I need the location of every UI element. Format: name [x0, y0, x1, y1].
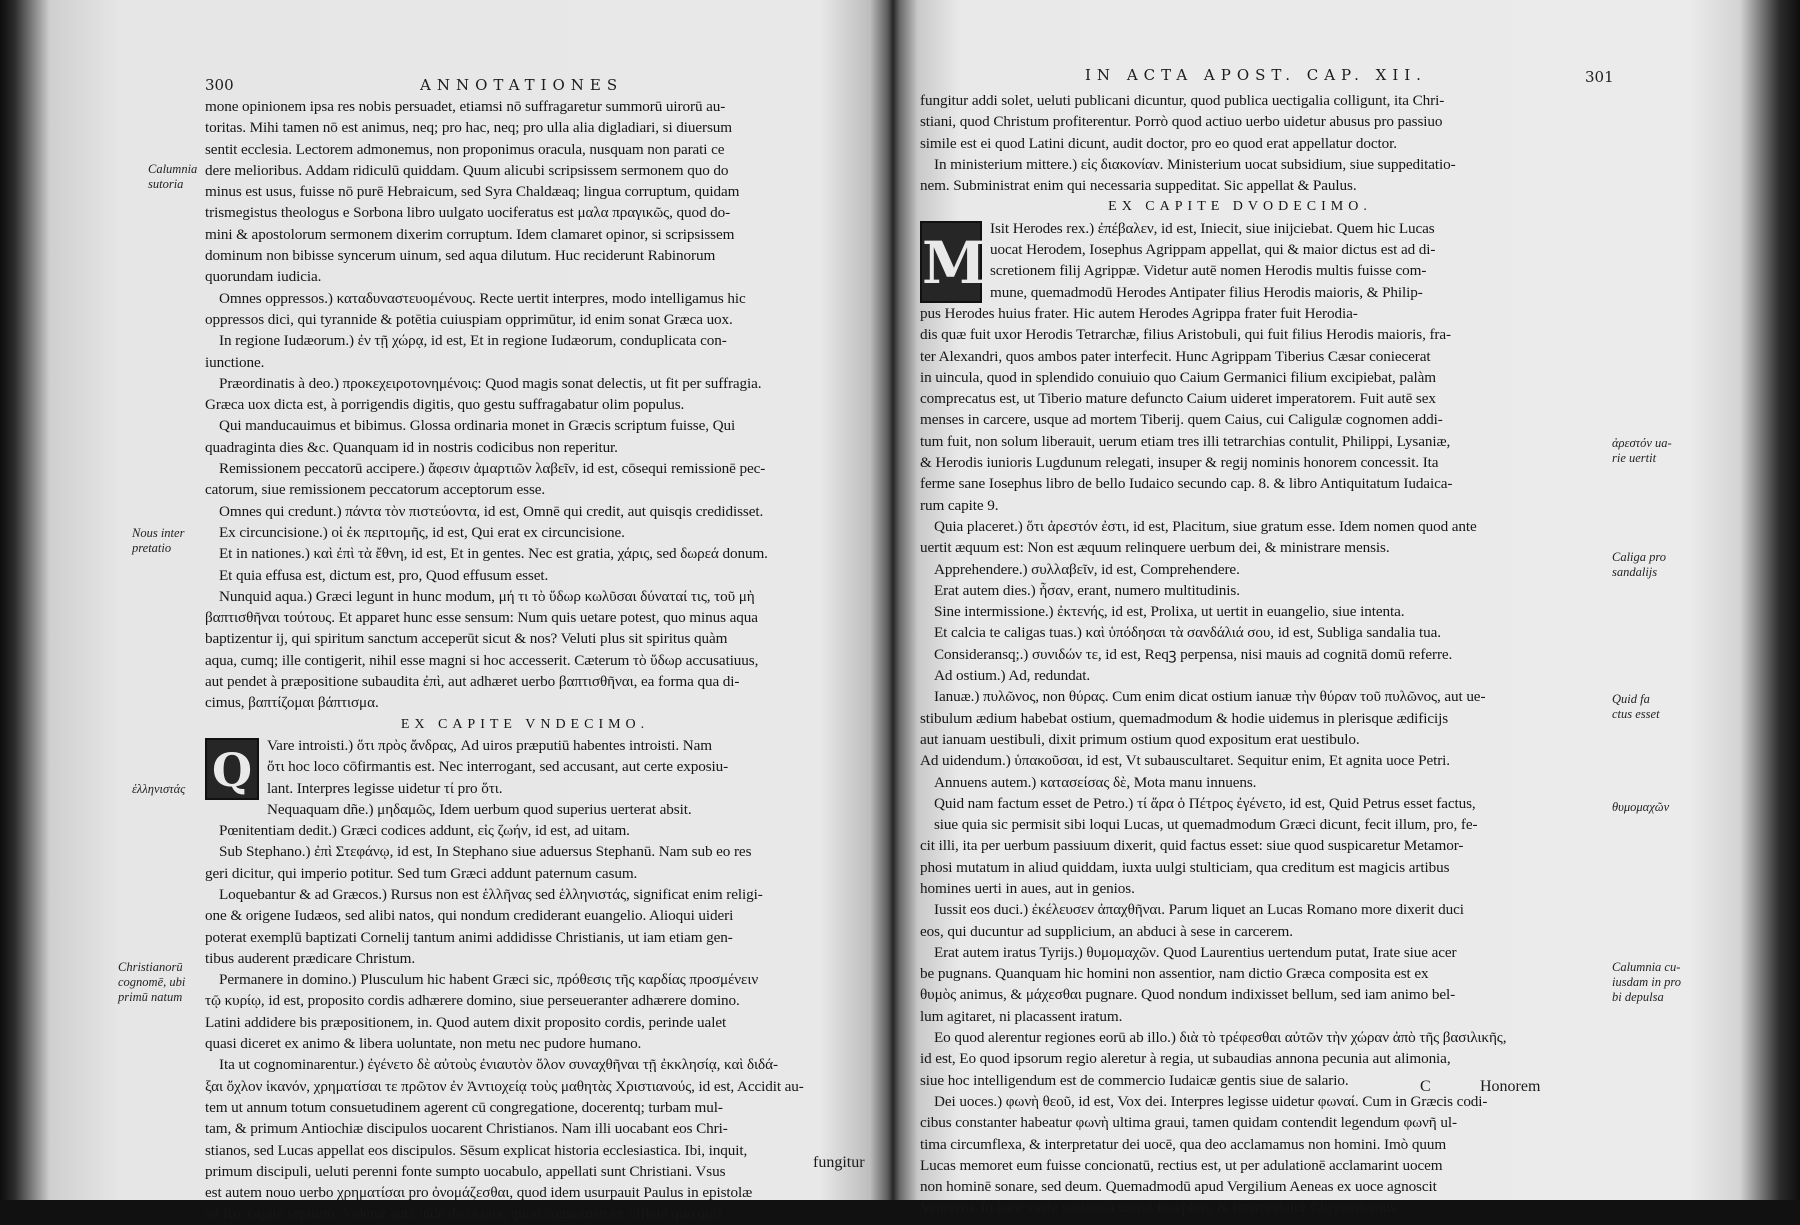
text-line: Permanere in domino.) Plusculum hic habent Græci sic, πρόθεσις τῆς καρδίας προσμένειν [219, 971, 759, 989]
text-line: Remissionem peccatorū accipere.) ἄφεσιν ἁμαρτιῶν λαβεῖν, id est, cōsequi remissionē pec- [219, 460, 766, 478]
text-line: phosi mutatum in aliud quiddam, iuxta uulgi stulticiam, qua creditum est magicis artibus [920, 858, 1450, 876]
text-line: & Herodis iunioris Lugdunum relegati, insuper & regij nominis honorem concessit. Ita [920, 454, 1439, 472]
margin-note-christianorum: Christianorū cognomē, ubi primū natum [118, 960, 186, 1004]
text-line: ter Alexandri, quos ambos pater interfecit. Hunc Agrippam Tiberius Cæsar coniecerat [920, 347, 1431, 365]
text-line: lant. Interpres legisse uidetur τί pro ὅτι. [267, 779, 503, 797]
text-line: catorum, siue remissionem peccatorum acceptorum esse. [205, 481, 546, 499]
text-line: tima circumflexa, & interpretatur dei uocē, qua deo acclamamus non homini. Imò quum [920, 1135, 1447, 1153]
text-line: Quia placeret.) ὅτι ἀρεστόν ἐστι, id est, Placitum, siue gratum esse. Idem nomen quod ante [934, 517, 1477, 535]
text-line: geri dicitur, qui imperio potitur. Sed tum Græci addunt paternum casum. [205, 864, 638, 882]
chapter-heading: EX CAPITE DVODECIMO. [1108, 199, 1372, 215]
text-line: rum capite 9. [920, 496, 999, 514]
text-line: Græca uox dicta est, à porrigendis digitis, quo gestu suffragabatur olim populus. [205, 396, 685, 414]
text-line: θυμὸς animus, & μάχεσθαι pugnare. Quod nondum indixisset bellum, sed iam animo bel- [920, 986, 1456, 1004]
text-line: Omnes oppressos.) καταδυναστευομένους. Recte uertit interpres, modo intelligamus hic [219, 289, 746, 307]
text-line: ξαι ὄχλον ἱκανόν, χρηματίσαι τε πρῶτον ἐν Ἀντιοχείᾳ τοὺς μαθητὰς Χριστιανούς, id est, Accidit au- [205, 1077, 804, 1095]
left-page [130, 66, 875, 1223]
text-line: Lucas memoret eum fuisse concionatū, rectius est, ut per adulationē acclamarint uocem [920, 1156, 1443, 1174]
text-line: Præordinatis à deo.) προκεχειροτονημένοις: Quod magis sonat delectis, ut fit per suffragia. [219, 374, 762, 392]
text-line: tibus auderent prædicare Christum. [205, 949, 416, 967]
left-page-text [205, 96, 845, 1225]
text-line: βαπτισθῆναι τούτους. Et apparet hunc esse sensum: Num quis uetare potest, quo minus aqua [205, 609, 758, 627]
right-running-title: IN ACTA APOST. CAP. XII. [1085, 66, 1427, 84]
text-line: tam, & primum Antiochiæ discipulos uocarent Christianos. Nam illi uocabant eos Chri- [205, 1120, 728, 1138]
text-line: In regione Iudæorum.) ἐν τῇ χώρᾳ, id est, Et in regione Iudæorum, conduplicata con- [219, 332, 727, 350]
drop-cap: Q [205, 738, 259, 800]
text-line: τῷ κυρίῳ, id est, proposito cordis adhærere domino, siue perseueranter adhærere domino. [205, 992, 740, 1010]
text-line: Apprehendere.) συλλαβεῖν, id est, Comprehendere. [934, 560, 1240, 578]
text-line: tum fuit, non solum liberauit, uerum etiam tres illi tetrarchias contulit, Philippi, Lysaniæ, [920, 432, 1451, 450]
text-line: dere melioribus. Addam ridiculū quiddam. Quum alicubi scripsissem sermonem quo do [205, 161, 729, 179]
text-line: Isit Herodes rex.) ἐπέβαλεν, id est, Iniecit, siue inijciebat. Quem hic Lucas [990, 219, 1435, 237]
text-line: simile est ei quod Latini dicunt, audit doctor, pro eo quod erat appellatur doctor. [920, 134, 1397, 152]
text-line: Iussit eos duci.) ἐκέλευσεν ἀπαχθῆναι. Parum liquet an Lucas Romano more dixerit duci [934, 901, 1464, 919]
text-line: minus est usus, fuisse nō purē Hebraicum, sed Syra Chaldæaq; lingua corruptum, quidam [205, 183, 740, 201]
margin-note-nous-interpretatio: Nous inter pretatio [132, 526, 185, 555]
text-line: Sub Stephano.) ἐπὶ Στεφάνῳ, id est, In Stephano siue aduersus Stephanū. Nam sub eo res [219, 843, 752, 861]
text-line: aut ianuam uestibuli, dixit primum ostium quod expositum erat uestibulo. [920, 730, 1360, 748]
text-line: uocat Herodem, Iosephus Agrippam appellat, qui & maior dictus est ad di- [990, 241, 1436, 259]
text-line: ad Ro. capite septimo. Videtur autē inde dicta uox, quod cognomen ex officio quo quis [205, 1205, 723, 1223]
text-line: stianos, sed Lucas appellat eos discipulos. Sēsum explicat historia ecclesiastica. Ibi, inquit, [205, 1141, 748, 1159]
text-line: Venerem. In hanc certe sententiā narrat Iosephus, & interpretatur Chrysostomus. [920, 1199, 1400, 1217]
left-catchword: fungitur [813, 1154, 865, 1171]
text-line: quorundam iudicia. [205, 268, 322, 286]
text-line: Erat autem iratus Tyrijs.) θυμομαχῶν. Quod Laurentius uertendum putat, Irate siue acer [934, 943, 1457, 961]
text-line: dominum non bibisse syncerum uinum, sed aqua dilutum. Huc reciderunt Rabinorum [205, 247, 716, 265]
text-line: Nequaquam dñe.) μηδαμῶς, Idem uerbum quod superius uerterat absit. [267, 800, 692, 818]
text-line: quadraginta dies &c. Quanquam id in nostris codicibus non reperitur. [205, 438, 618, 456]
text-line: Ad uidendum.) ὑπακοῦσαι, id est, Vt subauscultaret. Sequitur enim, Et agnita uoce Petri. [920, 752, 1450, 770]
right-page-number: 301 [1585, 68, 1614, 86]
text-line: stibulum ædium habebat ostium, quemadmodum & hodie uidemus in plerisque ædificijs [920, 709, 1449, 727]
text-line: baptizentur ij, qui spiritum sanctum acceperūt sicut & nos? Veluti plus sit spiritus quàm [205, 630, 728, 648]
text-line: scretionem filij Agrippæ. Videtur autē nomen Herodis multis fuisse com- [990, 262, 1427, 280]
text-line: mune, quemadmodū Herodes Antipater filius Herodis maioris, & Philip- [990, 283, 1423, 301]
text-line: Et quia effusa est, dictum est, pro, Quod effusum esset. [219, 566, 549, 584]
text-line: Et calcia te caligas tuas.) καὶ ὑπόδησαι τὰ σανδάλιά σου, id est, Subliga sandalia tua. [934, 624, 1441, 642]
text-line: cimus, βαπτίζομαι βάπτισμα. [205, 694, 379, 712]
text-line: Dei uoces.) φωνὴ θεοῦ, id est, Vox dei. Interpres legisse uidetur φωναί. Cum in Græcis codi- [934, 1092, 1488, 1110]
text-line: be pugnans. Quanquam hic homini non assentior, nam dictio Græca composita est ex [920, 965, 1429, 983]
right-page [920, 62, 1740, 1217]
signature-mark: C [1420, 1078, 1431, 1095]
text-line: Qui manducauimus et bibimus. Glossa ordinaria monet in Græcis scriptum fuisse, Qui [219, 417, 736, 435]
text-line: uertit æquum est: Non est æquum relinquere uerbum dei, & ministrare mensis. [920, 539, 1390, 557]
left-running-title: ANNOTATIONES [420, 76, 624, 94]
text-line: Et in nationes.) καὶ ἐπὶ τὰ ἔθνη, id est, Et in gentes. Nec est gratia, χάρις, sed δωρεά donum. [219, 545, 768, 563]
text-line: ferme sane Iosephus libro de bello Iudaico secundo cap. 8. & libro Antiquitatum Iudaica- [920, 475, 1453, 493]
drop-cap: M [920, 221, 982, 303]
text-line: Ianuæ.) πυλῶνος, non θύρας. Cum enim dicat ostium ianuæ τὴν θύραν τοῦ πυλῶνος, aut ue- [934, 688, 1486, 706]
text-line: cit illi, ita per uerbum passiuum dixerit, quid factus esset: siue quod suspicaretur Metamor- [920, 837, 1464, 855]
text-line: id est, Eo quod ipsorum regio aleretur à regia, ut subaudias annona pecunia aut alimonia, [920, 1050, 1451, 1068]
text-line: comprecatus est, ut Tiberio mature defuncto Caium uideret imperatorem. Fuit autē sex [920, 390, 1436, 408]
text-line: poterat exemplū baptizati Cornelij tantum animi addidisse Christianis, ut iam etiam gen- [205, 928, 733, 946]
text-line: Erat autem dies.) ἦσαν, erant, numero multitudinis. [934, 581, 1240, 599]
margin-note-quid-factus: Quid fa ctus esset [1612, 692, 1660, 721]
text-line: stiani, quod Christum profiterentur. Porrò quod actiuo uerbo uidetur abusus pro passiuo [920, 113, 1443, 131]
text-line: Eo quod alerentur regiones eorū ab illo.) διὰ τὸ τρέφεσθαι αὐτῶν τὴν χώραν ἀπὸ τῆς βασιλικῆς, [934, 1029, 1507, 1047]
text-line: Latini addidere bis præpositionem, in. Quod autem dixit proposito cordis, perinde ualet [205, 1013, 727, 1031]
text-line: cibus constanter habeatur φωνὴ ultima graui, tamen quidam contendit legendum φωνῆ ul- [920, 1114, 1457, 1132]
margin-note-areston: ἀρεστόν ua- rie uertit [1612, 436, 1672, 465]
text-line: Pœnitentiam dedit.) Græci codices addunt, εἰς ζωήν, id est, ad uitam. [219, 822, 630, 840]
text-line: sentit ecclesia. Lectorem admonemus, non proponimus oracula, nusquam non parati ce [205, 140, 725, 158]
text-line: Loquebantur & ad Græcos.) Rursus non est ἑλλῆνας sed ἑλληνιστάς, significat enim religi- [219, 885, 763, 903]
text-line: aqua, cumq; ille contigerit, nihil esse magni si hoc accesserit. Cæterum τὸ ὕδωρ accusatiuus, [205, 651, 759, 669]
left-page-number: 300 [205, 76, 234, 94]
text-line: est autem nouo uerbo χρηματίσαι pro ὀνομάζεσθαι, quod idem usurpauit Paulus in epistolæ [205, 1184, 753, 1202]
text-line: homines uerti in aues, aut in genios. [920, 879, 1135, 897]
chapter-heading: EX CAPITE VNDECIMO. [400, 716, 650, 732]
text-line: lum agitaret, ni placassent iratum. [920, 1007, 1123, 1025]
text-line: one & origene Iudæos, sed alibi natos, qui nondum crediderant euangelio. Alioqui uideri [205, 907, 734, 925]
text-line: Ex circuncisione.) οἱ ἐκ περιτομῆς, id est, Qui erat ex circuncisione. [219, 523, 625, 541]
left-running-head [130, 66, 875, 94]
margin-note-calumnia-depulsa: Calumnia cu- iusdam in pro bi depulsa [1612, 960, 1681, 1004]
text-line: dis quæ fuit uxor Herodis Tetrarchæ, filius Aristobuli, qui fuit filius Herodis maioris, fra- [920, 326, 1451, 344]
text-line: Sine intermissione.) ἐκτενής, id est, Prolixa, ut uertit in euangelio, siue intenta. [934, 603, 1405, 621]
text-line: mone opinionem ipsa res nobis persuadet, etiamsi nō suffragaretur summorū uirorū au- [205, 98, 726, 115]
text-line: oppressos dici, qui tyrannide & potētia cuiuspiam opprimūtur, id enim sonat Græca uox. [205, 310, 733, 328]
text-line: toritas. Mihi tamen nō est animus, neq; pro hac, neq; pro ulla alia digladiari, si diuersum [205, 119, 732, 137]
text-line: quasi diceret ex animo & libera uoluntate, non metu nec pudore humano. [205, 1035, 642, 1053]
text-line: iunctione. [205, 353, 265, 371]
text-line: ὅτι hoc loco cōfirmantis est. Nec interrogant, sed accusant, aut certe exposiu- [267, 758, 729, 776]
text-line: Nunquid aqua.) Græci legunt in hunc modum, μή τι τὸ ὕδωρ κωλῦσαι δύναταί τις, τοῦ μὴ [219, 587, 755, 605]
text-line: Omnes qui credunt.) πάντα τὸν πιστεύοντα, id est, Omnē qui credit, aut quisqis credidisset. [219, 502, 764, 520]
text-line: siue quia sic permisit sibi loqui Lucas, ut quemadmodum Græci dicunt, fecit illum, pro, fe- [934, 816, 1478, 834]
text-line: Annuens autem.) κατασείσας δὲ, Mota manu innuens. [934, 773, 1257, 791]
text-line: pus Herodes huius frater. Hic autem Herodes Agrippa frater fuit Herodia- [920, 304, 1358, 322]
text-line: Quid nam factum esset de Petro.) τί ἄρα ὁ Πέτρος ἐγένετο, id est, Quid Petrus esset factus, [934, 794, 1476, 812]
margin-note-thymomachon: θυμομαχῶν [1612, 800, 1670, 814]
text-line: non hominē sonare, sed deum. Quemadmodū apud Vergilium Aeneas ex uoce agnoscit [920, 1178, 1437, 1196]
text-line: in uincula, quod in splendido conuiuio quo Caium Germanici filium excipiebat, palàm [920, 368, 1436, 386]
text-line: Consideransq;.) συνιδών τε, id est, Reqꝫ perpensa, nisi mauis ad cognitā domū referre. [934, 645, 1453, 663]
margin-note-hellenistas: ἑλληνιστάς [132, 782, 186, 796]
right-catchword: Honorem [1480, 1078, 1541, 1095]
text-line: eos, qui ducuntur ad supplicium, an abduci à sese in carcerem. [920, 922, 1293, 940]
right-running-head [920, 62, 1740, 90]
text-line: siue hoc intelligendum est de commercio Iudaicæ gentis siue de salario. [920, 1071, 1349, 1089]
margin-note-caliga: Caliga pro sandalijs [1612, 550, 1667, 579]
text-line: primum discipuli, ueluti perenni fonte sumpto uocabulo, appellati sunt Christiani. Vsus [205, 1162, 726, 1180]
text-line: mini & apostolorum sermonem dixerim corruptum. Idem clamaret opinor, si scripsissem [205, 225, 735, 243]
text-line: Vare introisti.) ὅτι πρὸς ἄνδρας, Ad uiros præputiū habentes introisti. Nam [267, 736, 713, 754]
text-line: menses in carcere, usque ad mortem Tiberij. quem Caius, cui Caligulæ cognomen addi- [920, 411, 1443, 429]
text-line: tem ut annum totum consuetudinem agerent cū congregatione, docerentq; turbam mul- [205, 1098, 723, 1116]
text-line: In ministerium mittere.) εἰς διακονίαν. Ministerium uocat subsidium, siue suppeditatio- [934, 155, 1456, 173]
text-line: nem. Subministrat enim qui necessaria suppeditat. Sic appellat & Paulus. [920, 177, 1357, 195]
text-line: Ita ut cognominarentur.) ἐγένετο δὲ αὐτοὺς ἐνιαυτὸν ὅλον συναχθῆναι τῇ ἐκκλησίᾳ, καὶ διδά- [219, 1056, 778, 1074]
text-line: trismegistus theologus e Sorbona libro uulgato uociferatus est μαλα πραγικῶς, quod do- [205, 204, 731, 222]
text-line: Ad ostium.) Ad, redundat. [934, 667, 1091, 685]
right-page-text [920, 90, 1560, 1219]
margin-note-calumnia: Calumnia sutoria [148, 162, 198, 191]
text-line: fungitur addi solet, ueluti publicani dicuntur, quod publica uectigalia colligunt, ita Chri- [920, 92, 1445, 109]
text-line: aut pendet à præpositione subaudita ἐπὶ, aut adhæret uerbo βαπτισθῆναι, ea forma qua di- [205, 673, 740, 691]
